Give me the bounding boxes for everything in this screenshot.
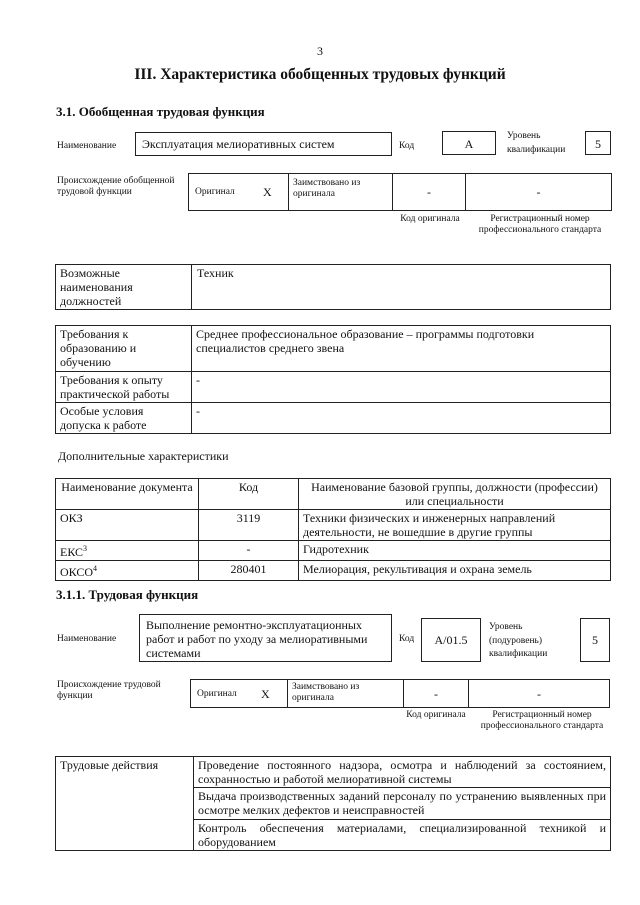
footnote-mark: 3 (83, 544, 88, 553)
table-row (56, 561, 611, 581)
tf-reg-num-caption: Регистрационный номер профессионального стандарта (480, 710, 604, 731)
header-name: Наименование базовой группы, должности (профессии) или специальности (299, 479, 611, 510)
row-name: Гидротехник (299, 541, 611, 561)
gtf-level-label-2: квалификации (507, 145, 566, 155)
gtf-original-label: Оригинал (195, 187, 235, 197)
gtf-code-label: Код (399, 141, 415, 151)
tf-reg-num-value: - (537, 687, 541, 701)
gtf-code-value: A (442, 131, 496, 155)
requirement-value: - (192, 372, 611, 403)
requirements-table (55, 325, 611, 434)
row-doc (56, 510, 199, 541)
gtf-reg-num-value: - (536, 185, 541, 199)
tf-name-value: Выполнение ремонтно-эксплуатационных работ и работ по уходу за мелиоративными системами (139, 614, 392, 662)
row-code: - (199, 541, 299, 561)
tf-level-label-1: Уровень (489, 622, 523, 632)
requirement-row (56, 372, 611, 403)
table-row (56, 541, 611, 561)
gtf-orig-code-value: - (427, 185, 431, 199)
divider (288, 174, 289, 210)
tf-level-label-3: квалификации (489, 649, 548, 659)
tf-orig-code-caption: Код оригинала (406, 710, 466, 720)
actions-table (55, 756, 611, 851)
requirement-label: Требования к опыту практической работы (56, 372, 192, 403)
positions-value: Техник (197, 266, 234, 280)
additional-table (55, 478, 611, 581)
section-title: III. Характеристика обобщенных трудовых функций (134, 66, 506, 83)
requirement-value: - (192, 403, 611, 434)
table-row (56, 757, 611, 788)
tf-level-value: 5 (580, 618, 610, 662)
action-item: Контроль обеспечения материалами, специализированной техникой и оборудованием (194, 820, 611, 851)
additional-heading: Дополнительные характеристики (58, 449, 229, 463)
tf-origin-label: Происхождение трудовой функции (57, 680, 161, 701)
tf-name-label: Наименование (57, 634, 117, 644)
gtf-borrowed-label: Заимствовано из оригинала (293, 178, 361, 199)
gtf-level-label-1: Уровень (507, 131, 541, 141)
gtf-name-label: Наименование (57, 141, 117, 151)
row-code: 280401 (199, 561, 299, 581)
requirement-label: Требования к образованию и обучению (56, 326, 192, 372)
tf-origin-table (190, 679, 610, 708)
tf-level-label-2: (подуровень) (489, 636, 543, 646)
gtf-reg-num-caption: Регистрационный номер профессионального стандарта (478, 214, 602, 235)
actions-label: Трудовые действия (56, 757, 194, 851)
tf-heading: 3.1.1. Трудовая функция (56, 587, 199, 602)
requirement-value: Среднее профессиональное образование – программы подготовки специалистов среднего звена (192, 326, 611, 372)
table-row (56, 510, 611, 541)
gtf-name-value: Эксплуатация мелиоративных систем (135, 132, 392, 156)
row-doc (56, 561, 199, 581)
gtf-original-mark: X (263, 185, 272, 199)
gtf-level-value: 5 (585, 131, 611, 155)
row-doc-text: ОКЗ (60, 511, 83, 525)
row-name: Техники физических и инженерных направлений деятельности, не вошедшие в другие группы (299, 510, 611, 541)
tf-original-label: Оригинал (197, 689, 237, 699)
footnote-mark: 4 (93, 564, 98, 573)
row-doc-text: ЕКС (60, 545, 84, 559)
header-doc: Наименование документа (56, 479, 199, 510)
requirement-row (56, 326, 611, 372)
page-number: 3 (317, 44, 323, 58)
row-name: Мелиорация, рекультивация и охрана земель (299, 561, 611, 581)
action-item: Проведение постоянного надзора, осмотра и наблюдений за состоянием, сохранностью и работой мелиоративной системы (194, 757, 611, 788)
tf-code-value: A/01.5 (421, 618, 481, 662)
tf-original-mark: X (261, 687, 270, 701)
row-doc (56, 541, 199, 561)
requirement-label: Особые условия допуска к работе (56, 403, 192, 434)
gtf-origin-table (188, 173, 612, 211)
row-code: 3119 (199, 510, 299, 541)
requirement-row (56, 403, 611, 434)
divider (287, 680, 288, 707)
divider (191, 265, 192, 309)
action-item: Выдача производственных заданий персоналу по устранению выявленных при осмотре мелких дефектов и неисправностей (194, 788, 611, 820)
tf-orig-code-value: - (434, 687, 438, 701)
tf-code-label: Код (399, 634, 415, 644)
positions-label: Возможные наименования должностей (60, 266, 133, 308)
table-header-row (56, 479, 611, 510)
gtf-origin-label: Происхождение обобщенной трудовой функции (57, 176, 175, 197)
row-doc-text: ОКСО (60, 565, 94, 579)
positions-table (55, 264, 611, 310)
gtf-heading: 3.1. Обобщенная трудовая функция (56, 104, 265, 119)
gtf-orig-code-caption: Код оригинала (400, 214, 460, 224)
header-code: Код (199, 479, 299, 510)
tf-borrowed-label: Заимствовано из оригинала (292, 682, 360, 703)
